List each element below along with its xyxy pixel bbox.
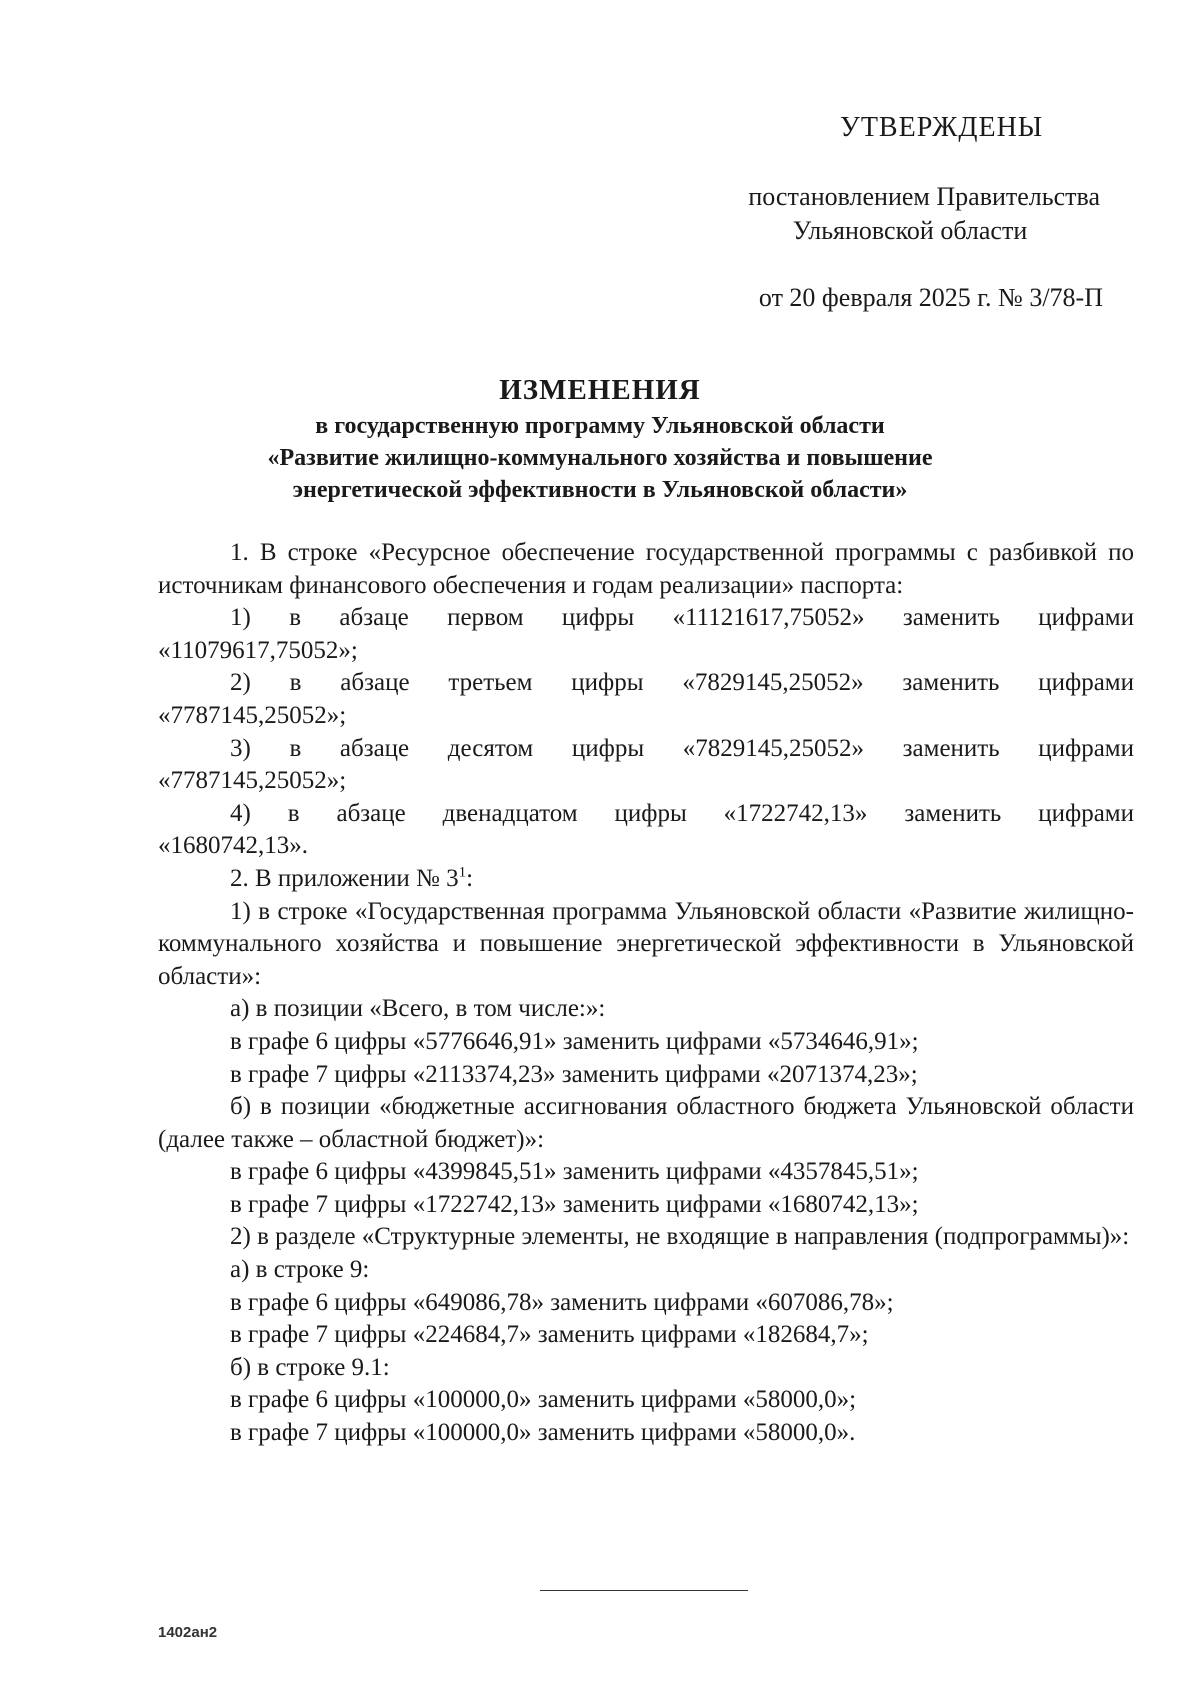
paragraph-2-item-1: 1) в строке «Государственная программа Ульяновской области «Развитие жилищно-коммунального хозяйства и повышение энергетической эффективности в Ульяновской области»: — [158, 897, 1134, 990]
paragraph-1-item-4: 4) в абзаце двенадцатом цифры «1722742,13» заменить цифрами — [230, 799, 1134, 827]
paragraph-2-item-2: 2) в разделе «Структурные элементы, не входящие в направления (подпрограммы)»: — [230, 1223, 1130, 1251]
paragraph-2-item-1b-col7: в графе 7 цифры «1722742,13» заменить цифрами «1680742,13»; — [230, 1190, 919, 1218]
paragraph-1: 1. В строке «Ресурсное обеспечение государственной программы с разбивкой по источникам финансового обеспечения и годам реализации» паспорта: — [158, 539, 1134, 599]
paragraph-2-superscript: 1 — [458, 864, 467, 881]
paragraph-1-item-3: 3) в абзаце десятом цифры «7829145,25052» заменить цифрами — [230, 734, 1134, 762]
document-code: 1402ан2 — [158, 1624, 218, 1641]
paragraph-2-item-1a: а) в позиции «Всего, в том числе:»: — [230, 995, 606, 1023]
decree-line-1: постановлением Правительства — [748, 182, 1100, 211]
decree-reference — [680, 180, 1100, 248]
approved-stamp-text: УТВЕРЖДЕНЫ — [840, 112, 1044, 143]
decree-date: от 20 февраля 2025 г. № 3/78-П — [758, 283, 1103, 312]
title-line-1: в государственную программу Ульяновской области — [315, 413, 885, 439]
title-line-2: «Развитие жилищно-коммунального хозяйства и повышение — [267, 445, 933, 471]
title-main: ИЗМЕНЕНИЯ — [499, 374, 701, 406]
paragraph-2-colon: : — [466, 864, 474, 892]
title-line-3: энергетической эффективности в Ульяновской области» — [292, 477, 908, 503]
paragraph-2-item-1b: б) в позиции «бюджетные ассигнования областного бюджета Ульяновской области (далее также – областной бюджет)»: — [158, 1093, 1134, 1153]
paragraph-1-item-2: 2) в абзаце третьем цифры «7829145,25052» заменить цифрами — [230, 669, 1134, 697]
paragraph-1-item-1: 1) в абзаце первом цифры «11121617,75052» заменить цифрами — [230, 604, 1134, 632]
paragraph-1-item-1-cont: «11079617,75052»; — [158, 636, 358, 664]
paragraph-2-item-2a: а) в строке 9: — [230, 1256, 370, 1284]
paragraph-2-item-2b-col6: в графе 6 цифры «100000,0» заменить цифрами «58000,0»; — [230, 1386, 857, 1414]
paragraph-2-item-1a-col7: в графе 7 цифры «2113374,23» заменить цифрами «2071374,23»; — [230, 1060, 918, 1088]
end-separator-line — [540, 1590, 748, 1591]
document-body — [158, 537, 1134, 1450]
paragraph-1-item-4-cont: «1680742,13». — [158, 832, 308, 860]
document-title — [150, 370, 1050, 506]
paragraph-2-item-2b: б) в строке 9.1: — [230, 1353, 390, 1381]
paragraph-1-item-2-cont: «7787145,25052»; — [158, 701, 347, 729]
paragraph-2-item-1b-col6: в графе 6 цифры «4399845,51» заменить цифрами «4357845,51»; — [230, 1158, 919, 1186]
paragraph-2-item-2a-col7: в графе 7 цифры «224684,7» заменить цифрами «182684,7»; — [230, 1321, 869, 1349]
paragraph-2-item-2a-col6: в графе 6 цифры «649086,78» заменить цифрами «607086,78»; — [230, 1288, 894, 1316]
paragraph-1-item-3-cont: «7787145,25052»; — [158, 767, 347, 795]
paragraph-2 — [158, 863, 1134, 896]
paragraph-2-text: 2. В приложении № 3 — [230, 864, 459, 892]
paragraph-2-item-2b-col7: в графе 7 цифры «100000,0» заменить цифрами «58000,0». — [230, 1419, 856, 1447]
decree-line-2: Ульяновской области — [792, 216, 1028, 245]
paragraph-2-item-1a-col6: в графе 6 цифры «5776646,91» заменить цифрами «5734646,91»; — [230, 1027, 919, 1055]
